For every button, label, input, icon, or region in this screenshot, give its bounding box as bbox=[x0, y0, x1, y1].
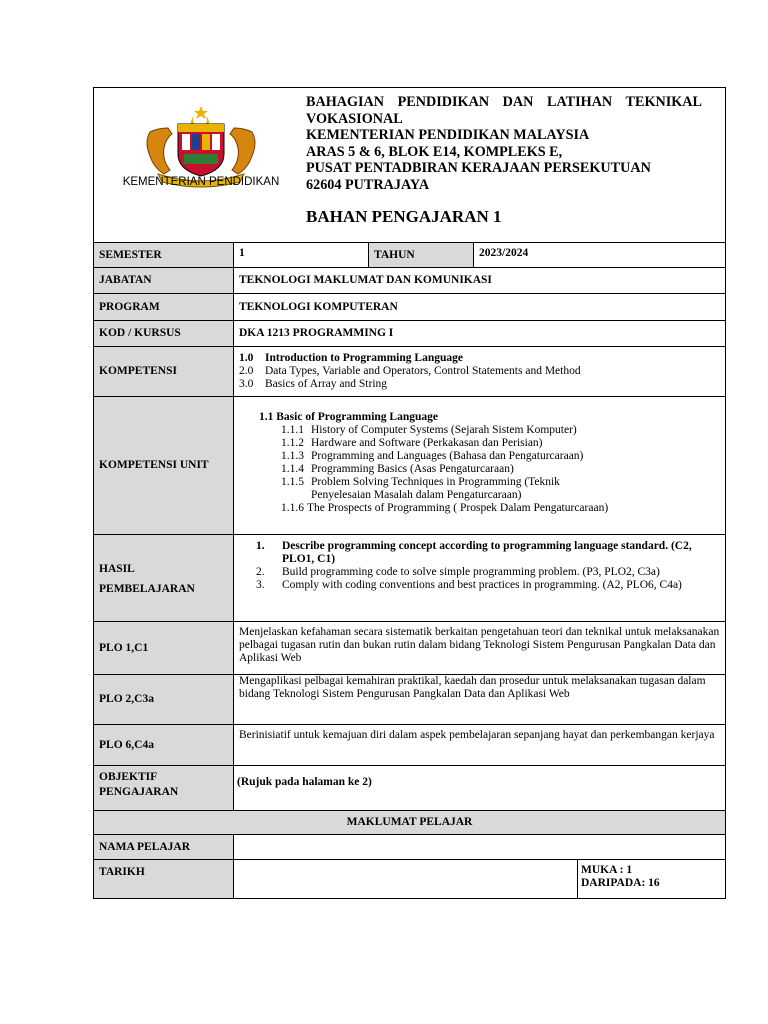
objektif-label: OBJEKTIF PENGAJARAN bbox=[94, 766, 234, 811]
plo2-text: Mengaplikasi pelbagai kemahiran praktikal, kaedah dan prosedur untuk melaksanakan tugasan dalam bidang Teknologi Sistem Pengurusan Pangkalan Data dan Aplikasi Web bbox=[234, 675, 725, 725]
plo1-label: PLO 1,C1 bbox=[94, 622, 234, 675]
kompetensi-item: 1.0 Introduction to Programming Language bbox=[239, 352, 463, 364]
kompetensi-item: 2.0 Data Types, Variable and Operators, Control Statements and Method bbox=[239, 365, 581, 377]
jabatan-label: JABATAN bbox=[94, 268, 234, 294]
nama-pelajar-label: NAMA PELAJAR bbox=[94, 835, 234, 860]
header-block bbox=[94, 88, 725, 243]
kursus-value: DKA 1213 PROGRAMMING I bbox=[234, 321, 725, 347]
tahun-value: 2023/2024 bbox=[474, 243, 725, 268]
maklumat-pelajar-title: MAKLUMAT PELAJAR bbox=[94, 811, 725, 835]
org-line: ARAS 5 & 6, BLOK E14, KOMPLEKS E, bbox=[306, 143, 563, 160]
hasil-item: 2. Build programming code to solve simple programming problem. (P3, PLO2, C3a) bbox=[256, 566, 660, 578]
document-frame bbox=[93, 87, 726, 899]
organization-address bbox=[306, 94, 702, 193]
page-info bbox=[578, 860, 725, 898]
kursus-label: KOD / KURSUS bbox=[94, 321, 234, 347]
tarikh-field[interactable] bbox=[234, 860, 578, 898]
hasil-item: 3. Comply with coding conventions and best practices in programming. (A2, PLO6, C4a) bbox=[256, 579, 682, 591]
tahun-label: TAHUN bbox=[369, 243, 474, 268]
nama-pelajar-field[interactable] bbox=[234, 835, 725, 860]
kompetensi-label: KOMPETENSI bbox=[94, 347, 234, 397]
document-title: BAHAN PENGAJARAN 1 bbox=[306, 207, 502, 226]
kompetensi-item: 3.0 Basics of Array and String bbox=[239, 378, 388, 390]
kompetensi-unit-heading: 1.1 Basic of Programming Language bbox=[259, 411, 438, 423]
kompetensi-unit-item: 1.1.2 Hardware and Software (Perkakasan dan Perisian) bbox=[281, 437, 543, 449]
kompetensi-unit-item: 1.1.5 Problem Solving Techniques in Programming (Teknik Penyelesaian Masalah dalam Pengaturcaraan) bbox=[281, 476, 560, 501]
plo6-label: PLO 6,C4a bbox=[94, 725, 234, 766]
plo1-text: Menjelaskan kefahaman secara sistematik berkaitan pengetahuan teori dan teknikal untuk melaksanakan pelbagai tugasan rutin dan bukan rutin dalam bidang Teknologi Sistem Pengurusan Pangkalan Data dan Aplikasi Web bbox=[234, 622, 725, 675]
hasil-item: 1. Describe programming concept according to programming language standard. (C2, PLO1, C1) bbox=[256, 540, 692, 565]
org-line: PUSAT PENTADBIRAN KERAJAAN PERSEKUTUAN bbox=[306, 160, 651, 176]
kompetensi-unit-item: 1.1.1 History of Computer Systems (Sejarah Sistem Komputer) bbox=[281, 424, 577, 436]
objektif-value: (Rujuk pada halaman ke 2) bbox=[234, 766, 725, 811]
plo6-text: Berinisiatif untuk kemajuan diri dalam aspek pembelajaran sepanjang hayat dan perkembangan kerjaya bbox=[234, 725, 725, 766]
kompetensi-list bbox=[234, 347, 725, 397]
org-line: BAHAGIAN PENDIDIKAN DAN LATIHAN TEKNIKAL bbox=[306, 94, 702, 110]
org-line: 62604 PUTRAJAYA bbox=[306, 176, 430, 193]
program-value: TEKNOLOGI KOMPUTERAN bbox=[234, 294, 725, 321]
plo2-label: PLO 2,C3a bbox=[94, 675, 234, 725]
kompetensi-unit-item: 1.1.4 Programming Basics (Asas Pengaturcaraan) bbox=[281, 463, 514, 475]
muka-text: MUKA : 1 bbox=[581, 864, 633, 876]
kompetensi-unit-label: KOMPETENSI UNIT bbox=[94, 397, 234, 535]
kompetensi-unit-list bbox=[234, 397, 725, 535]
logo-caption: KEMENTERIAN PENDIDIKAN bbox=[122, 176, 280, 188]
jabatan-value: TEKNOLOGI MAKLUMAT DAN KOMUNIKASI bbox=[234, 268, 725, 294]
org-line: VOKASIONAL bbox=[306, 110, 403, 127]
program-label: PROGRAM bbox=[94, 294, 234, 321]
kompetensi-unit-item: 1.1.3 Programming and Languages (Bahasa dan Pengaturcaraan) bbox=[281, 450, 584, 462]
org-line: KEMENTERIAN PENDIDIKAN MALAYSIA bbox=[306, 127, 590, 143]
kompetensi-unit-item: 1.1.6 The Prospects of Programming ( Prospek Dalam Pengaturcaraan) bbox=[281, 502, 609, 514]
hasil-list bbox=[234, 535, 725, 622]
daripada-text: DARIPADA: 16 bbox=[581, 877, 660, 889]
tarikh-label: TARIKH bbox=[94, 860, 234, 898]
semester-label: SEMESTER bbox=[94, 243, 234, 268]
hasil-label: HASIL PEMBELAJARAN bbox=[94, 535, 234, 622]
semester-value: 1 bbox=[234, 243, 369, 268]
